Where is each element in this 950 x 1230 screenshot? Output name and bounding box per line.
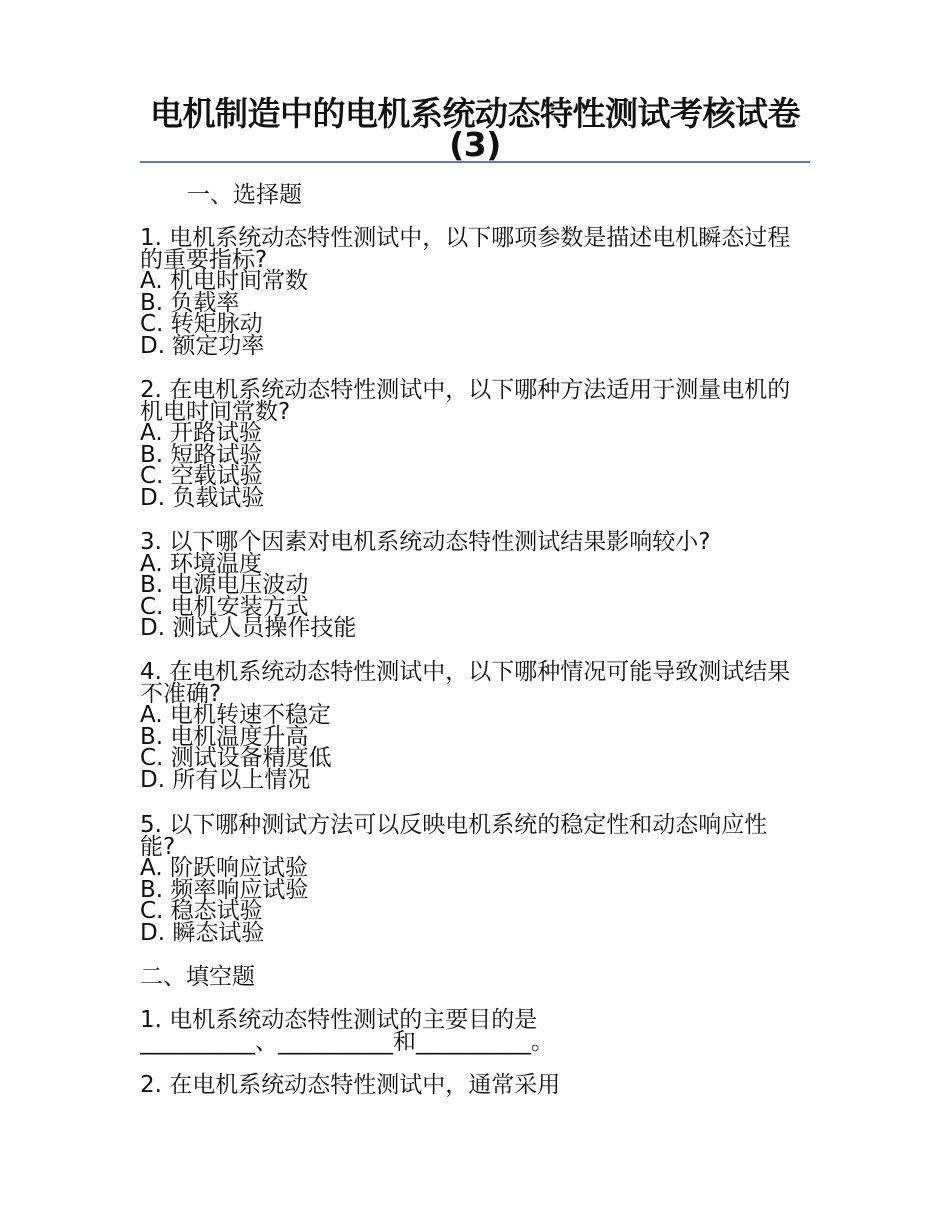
section-heading-choice: 一、选择题 — [187, 182, 302, 208]
title-underline — [140, 161, 810, 163]
option-b: B. 短路试验 — [140, 441, 263, 468]
question-stem: 1. 电机系统动态特性测试中，以下哪项参数是描述电机瞬态过程的重要指标? — [140, 225, 791, 273]
option-c: C. 稳态试验 — [140, 898, 263, 924]
question-2 — [140, 377, 795, 511]
option-a: A. 电机转速不稳定 — [140, 702, 331, 728]
option-b: B. 电源电压波动 — [140, 572, 309, 598]
option-d: D. 额定功率 — [140, 332, 265, 359]
option-b: B. 电机温度升高 — [140, 723, 309, 750]
fill-question-1 — [140, 1007, 795, 1055]
fill-blanks: __________、__________和__________。 — [140, 1028, 554, 1055]
option-b: B. 负载率 — [140, 289, 240, 316]
question-3 — [140, 529, 795, 641]
option-a: A. 开路试验 — [140, 420, 262, 446]
fill-stem: 2. 在电机系统动态特性测试中，通常采用 — [140, 1072, 561, 1098]
option-d: D. 测试人员操作技能 — [140, 615, 357, 641]
section-heading-fill: 二、填空题 — [140, 964, 255, 990]
question-1 — [140, 225, 795, 359]
fill-stem: 1. 电机系统动态特性测试的主要目的是 — [140, 1007, 538, 1033]
option-c: C. 电机安装方式 — [140, 593, 309, 620]
option-a: A. 阶跃响应试验 — [140, 855, 308, 881]
option-c: C. 转矩脉动 — [140, 311, 263, 337]
question-stem: 4. 在电机系统动态特性测试中，以下哪种情况可能导致测试结果不准确? — [140, 659, 791, 707]
option-d: D. 瞬态试验 — [140, 919, 265, 946]
option-c: C. 空载试验 — [140, 463, 263, 489]
option-c: C. 测试设备精度低 — [140, 745, 332, 771]
fill-question-2 — [140, 1072, 795, 1098]
option-d: D. 负载试验 — [140, 484, 265, 511]
question-stem: 3. 以下哪个因素对电机系统动态特性测试结果影响较小? — [140, 529, 711, 555]
option-a: A. 环境温度 — [140, 550, 262, 577]
question-4 — [140, 659, 795, 793]
option-b: B. 频率响应试验 — [140, 876, 309, 903]
question-stem: 2. 在电机系统动态特性测试中，以下哪种方法适用于测量电机的机电时间常数? — [140, 377, 791, 425]
question-stem: 5. 以下哪种测试方法可以反映电机系统的稳定性和动态响应性能? — [140, 812, 768, 860]
option-a: A. 机电时间常数 — [140, 268, 308, 294]
question-5 — [140, 812, 795, 946]
document-title: 电机制造中的电机系统动态特性测试考核试卷(3) — [150, 94, 800, 164]
option-d: D. 所有以上情况 — [140, 766, 311, 793]
